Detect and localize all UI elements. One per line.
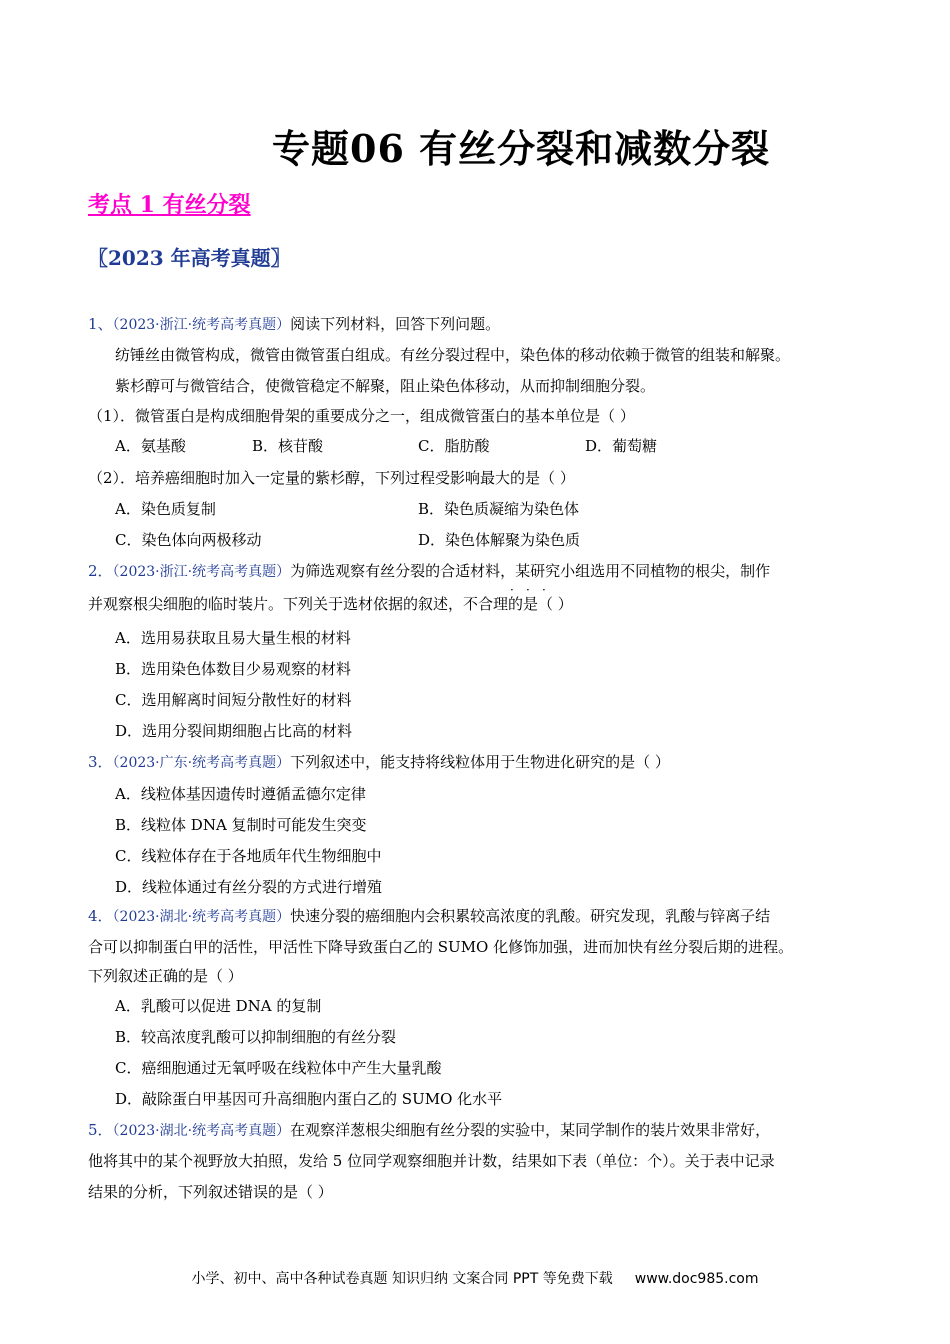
question-source: （2023·浙江·统考高考真题）	[112, 317, 291, 333]
question-text-line: 并观察根尖细胞的临时装片。下列关于选材依据的叙述，不合理的是（ ）	[88, 595, 573, 613]
footer-link[interactable]: www.doc985.com	[634, 1271, 759, 1287]
question-number: 2．	[88, 562, 113, 580]
question-text-line: 结果的分析，下列叙述错误的是（ ）	[88, 1183, 333, 1201]
material-line: 纺锤丝由微管构成，微管由微管蛋白组成。有丝分裂过程中，染色体的移动依赖于微管的组装和解聚。	[115, 346, 791, 364]
question-text: 下列叙述中，能支持将线粒体用于生物进化研究的是（ ）	[290, 753, 670, 771]
option-a: A．线粒体基因遗传时遵循孟德尔定律	[115, 785, 366, 803]
option-c: C．染色体向两极移动	[115, 531, 262, 549]
material-line: 紫杉醇可与微管结合，使微管稳定不解聚，阻止染色体移动，从而抑制细胞分裂。	[115, 377, 656, 395]
question-4-stem	[88, 906, 770, 927]
option-a: A．染色质复制	[115, 500, 216, 518]
question-number: 1、	[88, 315, 113, 333]
question-source: （2023·广东·统考高考真题）	[112, 755, 291, 771]
question-text-line: 他将其中的某个视野放大拍照，发给 5 位同学观察细胞并计数，结果如下表（单位：个）。关于表中记录	[88, 1152, 775, 1170]
option-c: C．线粒体存在于各地质年代生物细胞中	[115, 847, 382, 865]
section-heading: 考点 1 有丝分裂	[88, 192, 251, 218]
question-text: 为筛选观察有丝分裂的合适材料，某研究小组选用不同植物的根尖，制作	[290, 562, 771, 580]
option-c: C．癌细胞通过无氧呼吸在线粒体中产生大量乳酸	[115, 1059, 442, 1077]
emphasis-dot: ·	[510, 583, 514, 597]
page-title: 专题06 有丝分裂和减数分裂	[272, 126, 771, 171]
option-b: B．选用染色体数目少易观察的材料	[115, 660, 352, 678]
option-b: B．较高浓度乳酸可以抑制细胞的有丝分裂	[115, 1028, 397, 1046]
question-text: 在观察洋葱根尖细胞有丝分裂的实验中，某同学制作的装片效果非常好，	[290, 1121, 771, 1139]
option-c: C．选用解离时间短分散性好的材料	[115, 691, 352, 709]
page-footer	[0, 1268, 950, 1288]
option-d: D．线粒体通过有丝分裂的方式进行增殖	[115, 878, 383, 896]
question-5-stem	[88, 1120, 770, 1141]
question-text-line: 下列叙述正确的是（ ）	[88, 967, 243, 985]
question-source: （2023·湖北·统考高考真题）	[112, 909, 291, 925]
question-source: （2023·湖北·统考高考真题）	[112, 1123, 291, 1139]
question-source: （2023·浙江·统考高考真题）	[112, 564, 291, 580]
question-text: 阅读下列材料，回答下列问题。	[290, 315, 501, 333]
emphasis-dot: ·	[542, 583, 546, 597]
option-b: B．核苷酸	[252, 437, 324, 455]
question-number: 5．	[88, 1121, 113, 1139]
option-b: B．线粒体 DNA 复制时可能发生突变	[115, 816, 367, 834]
year-heading: 〖2023 年高考真题〗	[88, 246, 291, 270]
question-3-stem	[88, 752, 670, 773]
sub-question-1: （1）．微管蛋白是构成细胞骨架的重要成分之一，组成微管蛋白的基本单位是（ ）	[88, 407, 635, 425]
emphasis-dot: ·	[526, 583, 530, 597]
option-a: A．氨基酸	[115, 437, 186, 455]
option-a: A．乳酸可以促进 DNA 的复制	[115, 997, 322, 1015]
option-d: D．选用分裂间期细胞占比高的材料	[115, 722, 353, 740]
option-c: C．脂肪酸	[418, 437, 490, 455]
sub-question-2: （2）．培养癌细胞时加入一定量的紫杉醇，下列过程受影响最大的是（ ）	[88, 469, 575, 487]
option-d: D．葡萄糖	[585, 437, 658, 455]
question-2-stem	[88, 561, 770, 582]
question-text-line: 合可以抑制蛋白甲的活性，甲活性下降导致蛋白乙的 SUMO 化修饰加强，进而加快有丝分裂后期的进程。	[88, 938, 794, 956]
question-number: 3．	[88, 753, 113, 771]
question-1-stem	[88, 314, 500, 335]
option-d: D．染色体解聚为染色质	[418, 531, 581, 549]
footer-text: 小学、初中、高中各种试卷真题 知识归纳 文案合同 PPT 等免费下载	[191, 1271, 613, 1287]
question-text: 快速分裂的癌细胞内会积累较高浓度的乳酸。研究发现，乳酸与锌离子结	[290, 907, 771, 925]
question-number: 4．	[88, 907, 113, 925]
option-a: A．选用易获取且易大量生根的材料	[115, 629, 351, 647]
option-b: B．染色质凝缩为染色体	[418, 500, 580, 518]
option-d: D．敲除蛋白甲基因可升高细胞内蛋白乙的 SUMO 化水平	[115, 1090, 503, 1108]
